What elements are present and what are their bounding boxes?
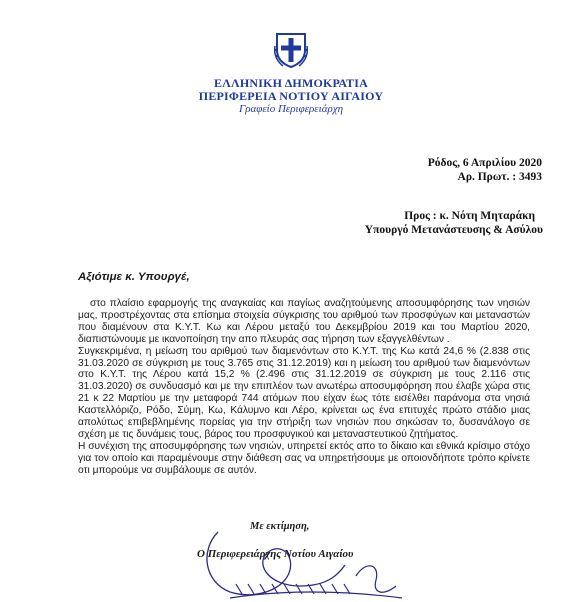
body-paragraph: στο πλαίσιο εφαρμογής της αναγκαίας και παγίως αναζητούμενης αποσυμφόρησης των νησιών μας, προστρέχοντας στα επίσημα στοιχεία σύγκρισης του αριθμού των προσφύγων και μεταναστών που διαμένουν στα Κ.Υ.Τ. Κω και Λέρου μεταξύ του Δεκεμβρίου 2019 και του Μαρτίου 2020, διαπιστώνουμε με ικανοποίηση την απο πλευράς σας τήρηση των εξαγγελθέντων . (78, 298, 530, 345)
body-paragraph: Η συνέχιση της αποσυμφόρησης των νησιών, υπηρετεί εκτός απο το δίκαιο και εθνικά κρίσιμο στόχο για τον οποίο και παραμένουμε στην διάθεση σας να υπηρετήσουμε με οποιονδήποτε τρόπο κρίνετε οτι μπορούμε να συμβάλουμε σε αυτόν. (78, 440, 530, 476)
republic-heading: ΕΛΛΗΝΙΚΗ ΔΗΜΟΚΡΑΤΙΑ (214, 76, 368, 90)
body-paragraph: Συγκεκριμένα, η μείωση του αριθμού των διαμενόντων στο Κ.Υ.Τ. της Κω κατά 24,6 % (2.838 στις 31.03.2020 σε σύγκριση με τους 3.765 στις 31.12.2019) και η μείωση του αριθμού των διαμενόντων στο Κ.Υ.Τ. της Λέρου κατά 15,2 % (2.496 στις 31.12.2019 σε σύγκριση με τους 2.116 στις 31.03.2020) σε συνδυασμό και με την επιπλέον των ανωτέρω αποσυμφόρηση που έλαβε χώρα στις 21 κ 22 Μαρτίου με την μεταφορά 744 ατόμων που είχαν έως τότε εισέλθει παράνομα στα νησιά Καστελλόριζο, Ρόδο, Σύμη, Κω, Κάλυμνο και Λέρο, κρίνεται ως ένα επιτυχές πρώτο στάδιο μιας απολύτως επιβεβλημένης πορείας για την στήριξη των νησιών που σηκώσαν το, δυσανάλογο σε σχέση με τις δυνάμεις τους, βάρος του προσφυγικού και μεταναστευτικού ζητήματος. (78, 345, 530, 440)
handwritten-signature (170, 520, 430, 602)
salutation: Αξιότιμε κ. Υπουργέ, (78, 271, 190, 283)
signatory-title: Ο Περιφερειάρχης Νοτίου Αιγαίου (197, 548, 354, 560)
protocol-number: Αρ. Πρωτ. : 3493 (457, 171, 542, 183)
letter-body (78, 298, 530, 477)
region-heading: ΠΕΡΙΦΕΡΕΙΑ ΝΟΤΙΟΥ ΑΙΓΑΙΟΥ (198, 89, 384, 103)
coat-of-arms-icon (273, 28, 309, 68)
recipient-title: Υπουργό Μετανάστευσης & Ασύλου (364, 224, 543, 236)
office-heading: Γραφείο Περιφερειάρχη (238, 103, 344, 115)
recipient-name: Προς : κ. Νότη Μηταράκη (404, 210, 535, 222)
letter-date: Ρόδος, 6 Απριλίου 2020 (427, 157, 542, 169)
closing-text: Με εκτίμηση, (250, 521, 310, 532)
